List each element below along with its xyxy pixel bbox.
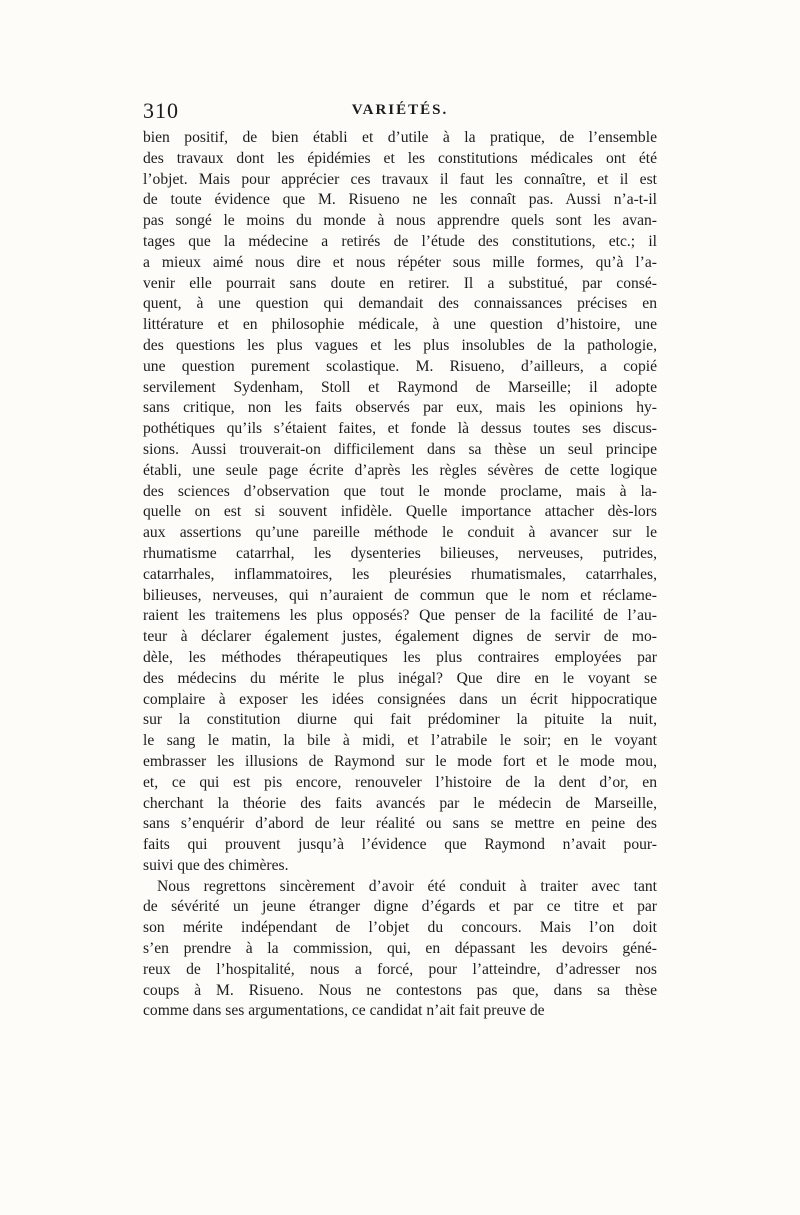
text-line: des sciences d’observation que tout le monde proclame, mais à la- [143,482,657,500]
text-line: embrasser les illusions de Raymond sur le mode fort et le mode mou, [143,752,657,770]
text-line: coups à M. Risueno. Nous ne contestons pas que, dans sa thèse [143,981,657,999]
text-line: aux assertions qu’une pareille méthode le conduit à avancer sur le [143,524,657,542]
text-line: suivi que des chimères. [143,856,289,874]
text-line: a mieux aimé nous dire et nous répéter sous mille formes, qu’à l’a- [143,253,657,271]
text-line: de sévérité un jeune étranger digne d’égards et par ce titre et par [143,898,657,916]
text-line: pothétiques qu’ils s’étaient faites, et fonde là dessus toutes ses discus- [143,420,657,438]
text-line: reux de l’hospitalité, nous a forcé, pour l’atteindre, d’adresser nos [143,960,657,978]
text-line: de toute évidence que M. Risueno ne les connaît pas. Aussi n’a-t-il [143,191,657,209]
paragraph [143,128,657,877]
text-line: sur la constitution diurne qui fait prédominer la pituite la nuit, [143,711,657,729]
text-line: catarrhales, inflammatoires, les pleurésies rhumatismales, catarrhales, [143,565,657,583]
body-text [143,128,657,1022]
text-line: servilement Sydenham, Stoll et Raymond de Marseille; il adopte [143,378,657,396]
text-line: tages que la médecine a retirés de l’étude des constitutions, etc.; il [143,232,657,250]
page-number: 310 [143,98,179,123]
text-line: son mérite indépendant de l’objet du concours. Mais l’on doit [143,919,657,937]
text-line: sans critique, non les faits observés par eux, mais les opinions hy- [143,399,657,417]
text-line: rhumatisme catarrhal, les dysenteries bilieuses, nerveuses, putrides, [143,544,657,562]
text-line: bilieuses, nerveuses, qui n’auraient de commun que le nom et réclame- [143,586,657,604]
text-line: quelle on est si souvent infidèle. Quelle importance attacher dès-lors [143,503,657,521]
text-line: des travaux dont les épidémies et les constitutions médicales ont été [143,149,657,167]
text-line: s’en prendre à la commission, qui, en dépassant les devoirs géné- [143,940,657,958]
text-line: l’objet. Mais pour apprécier ces travaux il faut les connaître, et il est [143,170,657,188]
paragraph [143,877,657,1023]
text-line: comme dans ses argumentations, ce candidat n’ait fait preuve de [143,1002,545,1020]
text-line: dèle, les méthodes thérapeutiques les plus contraires employées par [143,648,657,666]
text-line: venir elle pourrait sans doute en retirer. Il a substitué, par consé- [143,274,657,292]
text-line: raient les traitemens les plus opposés? Que penser de la facilité de l’au- [143,607,657,625]
text-line: des questions les plus vagues et les plus insolubles de la pathologie, [143,336,657,354]
page-header [143,98,657,128]
text-line: établi, une seule page écrite d’après les règles sévères de cette logique [143,461,657,479]
text-line: Nous regrettons sincèrement d’avoir été conduit à traiter avec tant [157,877,657,895]
text-line: le sang le matin, la bile à midi, et l’atrabile le soir; en le voyant [143,732,657,750]
text-line: pas songé le moins du monde à nous apprendre quels sont les avan- [143,212,657,230]
text-line: complaire à exposer les idées consignées dans un écrit hippocratique [143,690,657,708]
text-line: des médecins du mérite le plus inégal? Que dire en le voyant se [143,669,657,687]
text-line: faits qui prouvent jusqu’à l’évidence que Raymond n’avait pour- [143,836,657,854]
text-line: sions. Aussi trouverait-on difficilement dans sa thèse un seul principe [143,440,657,458]
text-line: une question purement scolastique. M. Risueno, d’ailleurs, a copié [143,357,657,375]
text-line: bien positif, de bien établi et d’utile à la pratique, de l’ensemble [143,129,657,146]
text-line: teur à déclarer également justes, également dignes de servir de mo- [143,628,657,646]
text-line: littérature et en philosophie médicale, à une question d’histoire, une [143,316,657,334]
text-line: et, ce qui est pis encore, renouveler l’histoire de la dent d’or, en [143,773,657,791]
text-line: cherchant la théorie des faits avancés par le médecin de Marseille, [143,794,657,812]
text-line: quent, à une question qui demandait des connaissances précises en [143,295,657,313]
running-title: VARIÉTÉS. [351,102,449,118]
text-line: sans s’enquérir d’abord de leur réalité ou sans se mettre en peine des [143,815,657,833]
